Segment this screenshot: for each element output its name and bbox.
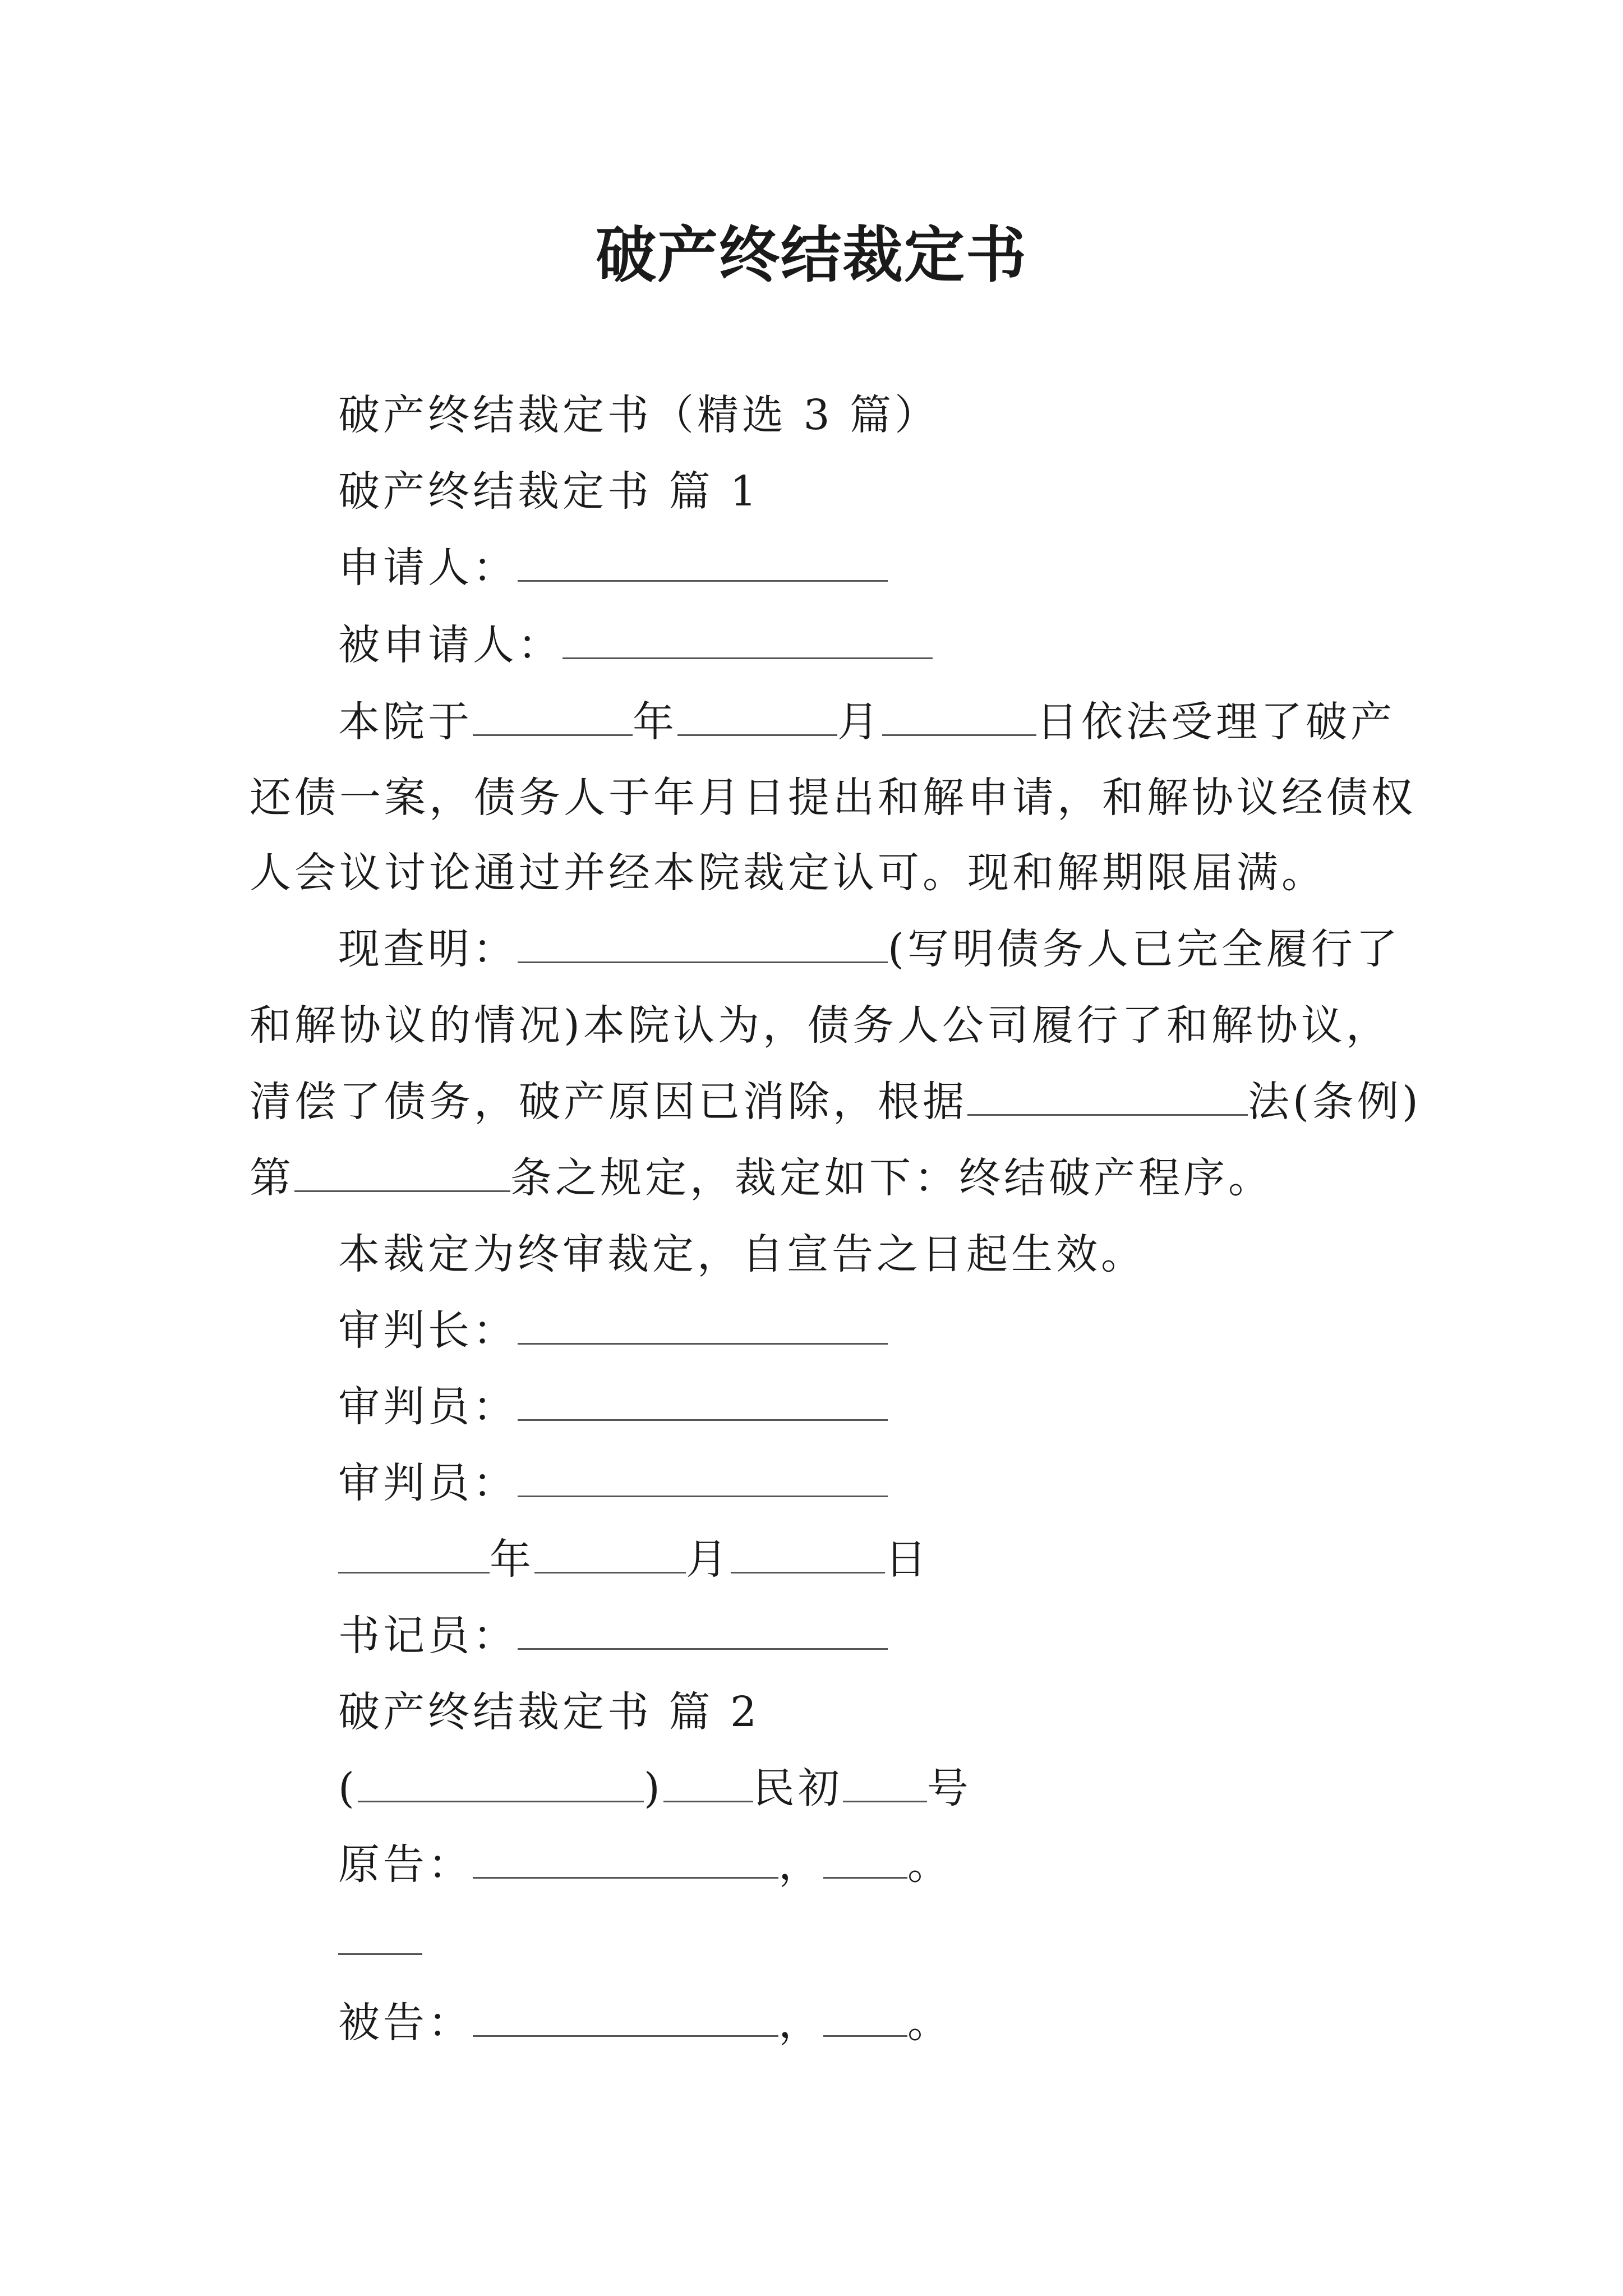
orphan-blank: [338, 1913, 422, 1955]
paragraph-2-line-3: [250, 1074, 1422, 1130]
paragraph-1-line-2: 还债一案，债务人于年月日提出和解申请，和解协议经债权: [250, 774, 1416, 822]
case-mid: 民初: [753, 1764, 843, 1812]
p1-month: 月: [837, 698, 882, 746]
presiding-judge-label: 审判长：: [338, 1306, 518, 1355]
applicant-label: 申请人：: [338, 544, 518, 592]
defendant-label: 被告：: [338, 1999, 473, 2047]
defendant-info-blank: [823, 1995, 907, 2037]
p2-label: 现查明：: [338, 925, 518, 973]
plaintiff-label: 原告：: [338, 1841, 473, 1889]
date-year-blank: [338, 1531, 490, 1573]
article-blank: [294, 1150, 510, 1192]
court-blank: [358, 1760, 644, 1802]
defendant-line: [338, 1995, 952, 2051]
day-blank: [882, 694, 1036, 736]
p1-year: 年: [633, 698, 677, 746]
subtitle: 破产终结裁定书（精选 3 篇）: [338, 391, 940, 439]
month-blank: [677, 694, 837, 736]
judge-line-2: [338, 1455, 888, 1511]
case-end: 号: [926, 1764, 972, 1812]
applicant-blank: [518, 540, 888, 582]
p2-note: (写明债务人已完全履行了: [888, 925, 1401, 973]
clerk-blank: [518, 1608, 888, 1650]
number-blank: [843, 1760, 927, 1802]
paragraph-2-line-4: [250, 1150, 1273, 1206]
respondent-line: [338, 617, 933, 673]
case-open: (: [338, 1764, 358, 1812]
final-ruling: 本裁定为终审裁定，自宣告之日起生效。: [338, 1230, 1146, 1278]
judge-label-2: 审判员：: [338, 1459, 518, 1507]
p2-line4-b: 条之规定，裁定如下：终结破产程序。: [510, 1154, 1273, 1202]
judge-line-1: [338, 1379, 888, 1435]
p2-line3-b: 法(条例): [1248, 1078, 1422, 1126]
date-day: 日: [885, 1535, 930, 1584]
plaintiff-period: 。: [907, 1841, 952, 1889]
plaintiff-info-blank: [823, 1837, 907, 1879]
p1-day-rest: 日依法受理了破产: [1036, 698, 1395, 746]
part2-heading: 破产终结裁定书 篇 2: [338, 1688, 760, 1736]
p2-line4-a: 第: [250, 1154, 294, 1202]
case-close: ): [643, 1764, 663, 1812]
applicant-line: [338, 540, 888, 596]
p2-line3-a: 清偿了债务，破产原因已消除，根据: [250, 1078, 967, 1126]
date-line: [338, 1531, 930, 1588]
paragraph-2-line-1: [338, 921, 1401, 977]
date-year: 年: [490, 1535, 534, 1584]
judge-blank-1: [518, 1379, 888, 1421]
clerk-label: 书记员：: [338, 1612, 518, 1660]
case-number-line: [338, 1760, 972, 1816]
date-month-blank: [534, 1531, 686, 1573]
plaintiff-name-blank: [473, 1837, 778, 1879]
defendant-period: 。: [907, 1999, 952, 2047]
defendant-comma: ，: [778, 1999, 823, 2047]
date-day-blank: [731, 1531, 885, 1573]
document-title: 破产终结裁定书: [595, 220, 1027, 291]
law-blank: [967, 1074, 1248, 1116]
judge-blank-2: [518, 1455, 888, 1497]
paragraph-1-line-3: 人会议讨论通过并经本院裁定认可。现和解期限届满。: [250, 849, 1326, 897]
paragraph-2-line-2: 和解协议的情况)本院认为，债务人公司履行了和解协议，: [250, 1001, 1391, 1050]
findings-blank: [518, 921, 888, 963]
clerk-line: [338, 1608, 888, 1664]
year-blank: [473, 694, 633, 736]
judge-label-1: 审判员：: [338, 1383, 518, 1431]
part1-heading: 破产终结裁定书 篇 1: [338, 467, 760, 516]
p1-intro: 本院于: [338, 698, 473, 746]
orphan-blank-line: [338, 1913, 422, 1969]
paragraph-1-line-1: [338, 694, 1395, 750]
presiding-judge-blank: [518, 1303, 888, 1345]
defendant-name-blank: [473, 1995, 778, 2037]
plaintiff-comma: ，: [778, 1841, 823, 1889]
respondent-label: 被申请人：: [338, 621, 562, 669]
year-code-blank: [663, 1760, 753, 1802]
plaintiff-line: [338, 1837, 952, 1893]
date-month: 月: [686, 1535, 731, 1584]
respondent-blank: [562, 617, 933, 659]
presiding-judge-line: [338, 1303, 888, 1359]
